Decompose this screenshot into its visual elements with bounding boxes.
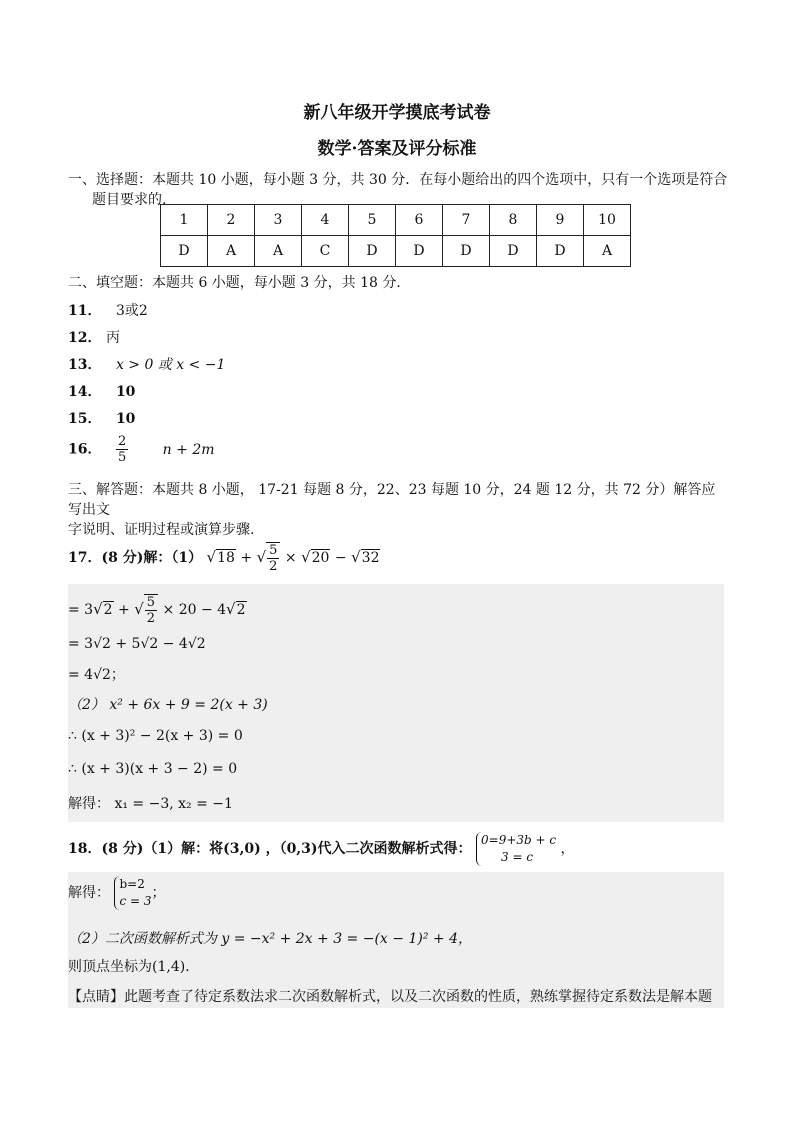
item-number: 15． [68, 411, 102, 427]
fill-item-13 [68, 354, 225, 374]
item-number: 13． [68, 357, 102, 373]
table-cell: D [537, 236, 584, 267]
table-cell: C [302, 236, 349, 267]
q18-part-2-text: （2）二次函数解析式为 y = −x² + 2x + 3 = −(x − 1)² + 4， [68, 931, 472, 947]
q17-result: 解得： x₁ = −3, x₂ = −1 [68, 796, 233, 812]
table-cell: 1 [161, 205, 208, 236]
fill-item-16 [68, 434, 215, 465]
answer-table [160, 204, 631, 267]
q18-label: 18．(8 分)（1）解：将(3,0) ，（0,3)代入二次函数解析式得： [68, 841, 472, 857]
q17-step-1: = 3√2 + √ $\frac{5}{2}$ × 20 − 4√2 [68, 595, 246, 626]
table-cell: 9 [537, 205, 584, 236]
q18-solve: 解得： b=2 c = 3； [68, 877, 166, 908]
solve-label: 解得： [68, 885, 110, 901]
q17-label: 17．(8 分)解：（1） [68, 550, 203, 566]
item-answer: n + 2m [162, 441, 215, 458]
table-cell: 3 [255, 205, 302, 236]
q17-step-4: ∴ (x + 3)² − 2(x + 3) = 0 [68, 728, 243, 744]
system-eq-2: 3 = c [501, 850, 534, 864]
item-number: 11． [68, 303, 102, 319]
table-cell: D [349, 236, 396, 267]
table-cell: 4 [302, 205, 349, 236]
table-cell: A [584, 236, 631, 267]
table-cell: 8 [490, 205, 537, 236]
solution-eq-2: c = 3 [119, 894, 152, 908]
q17-part-2-text: （2） x² + 6x + 9 = 2(x + 3) [68, 697, 268, 713]
table-cell: D [490, 236, 537, 267]
section-3-intro-line1: 三、解答题：本题共 8 小题， 17-21 每题 8 分，22、23 每题 10 分，24 题 12 分，共 72 分）解答应写出文 [68, 482, 716, 518]
answer-table-number-row [161, 205, 631, 236]
item-answer: x > 0 或 x < −1 [115, 357, 226, 373]
fraction-denominator: 5 [117, 450, 127, 465]
item-number: 12． [68, 330, 102, 346]
q17-part-2 [68, 694, 268, 714]
section-1-intro-line2: 题目要求的. [92, 192, 167, 208]
q17-step-2: = 3√2 + 5√2 − 4√2 [68, 636, 206, 652]
fill-item-14 [68, 381, 135, 401]
system-eq-1: 0=9+3b + c [481, 833, 557, 847]
item-number: 14． [68, 384, 102, 400]
section-2-intro: 二、填空题：本题共 6 小题，每小题 3 分，共 18 分． [68, 275, 411, 291]
table-cell: 5 [349, 205, 396, 236]
q17-step-3: = 4√2； [68, 667, 125, 683]
q18-part-2 [68, 928, 472, 948]
page-subtitle: 数学·答案及评分标准 [317, 139, 477, 159]
fraction-numerator: 2 [117, 434, 127, 449]
section-3-intro-line2: 字说明、证明过程或演算步骤. [68, 522, 255, 538]
q18-comment: 【点睛】此题考查了待定系数法求二次函数解析式，以及二次函数的性质，熟练掌握待定系数法是解本题 [68, 989, 712, 1005]
section-1-intro-line1: 一、选择题：本题共 10 小题，每小题 3 分，共 30 分．在每小题给出的四个选项中，只有一个选项是符合 [68, 172, 728, 188]
q18-vertex: 则顶点坐标为(1,4)． [68, 959, 200, 975]
item-answer: 10 [115, 411, 136, 427]
table-cell: D [396, 236, 443, 267]
page-title: 新八年级开学摸底考试卷 [303, 103, 491, 123]
item-answer: 10 [115, 384, 136, 400]
table-cell: A [208, 236, 255, 267]
solution-eq-1: b=2 [119, 877, 145, 891]
q17-step-5: ∴ (x + 3)(x + 3 − 2) = 0 [68, 761, 238, 777]
table-cell: A [255, 236, 302, 267]
section-3-intro [68, 480, 728, 540]
table-cell: 7 [443, 205, 490, 236]
fill-item-11 [68, 300, 148, 320]
equation-system [476, 832, 556, 866]
fill-item-12 [68, 327, 120, 347]
fraction [116, 434, 128, 465]
item-number: 16． [68, 441, 102, 458]
answer-table-answer-row [161, 236, 631, 267]
table-cell: 6 [396, 205, 443, 236]
q17-expression: √18 + √ $\frac{5}{2}$ × √20 − √32 [206, 543, 380, 574]
item-answer: 丙 [105, 330, 120, 346]
table-cell: 2 [208, 205, 255, 236]
table-cell: D [443, 236, 490, 267]
item-answer: 3或2 [115, 303, 148, 319]
solution-system [114, 876, 151, 910]
table-cell: 10 [584, 205, 631, 236]
q17-head [68, 542, 380, 574]
table-cell: D [161, 236, 208, 267]
q18-head: 18．(8 分)（1）解：将(3,0) ，（0,3)代入二次函数解析式得： 0=9+3b + c 3 = c ， [68, 833, 575, 864]
fill-item-15 [68, 408, 135, 428]
